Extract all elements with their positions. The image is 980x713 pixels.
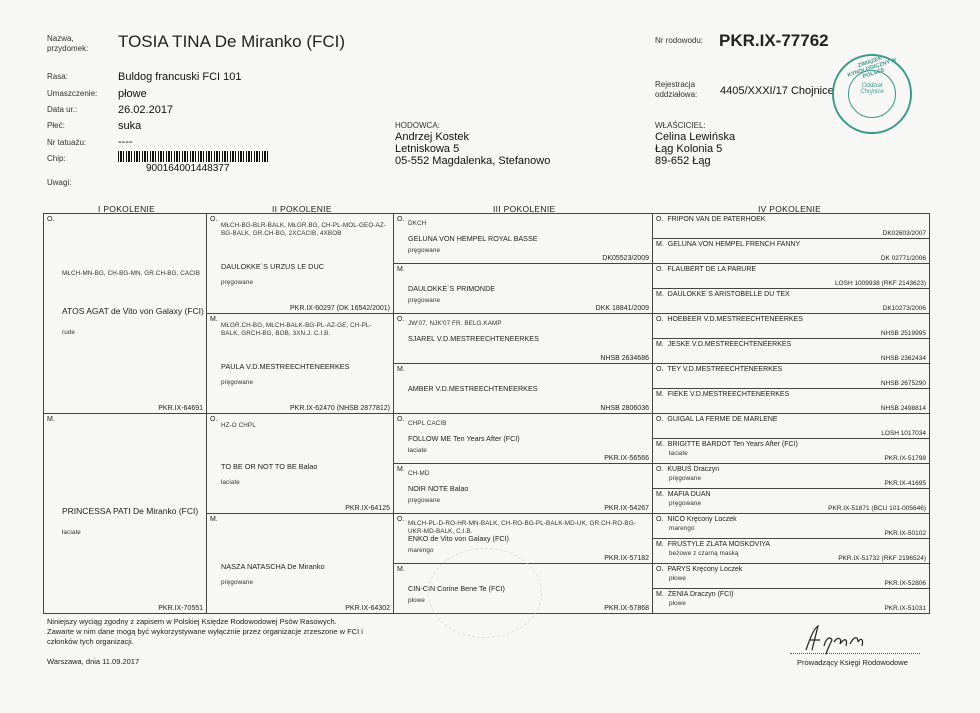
stamp-inner-text: Oddział Chojnice (860, 83, 884, 95)
dog-color: pręgowane (669, 475, 702, 482)
dog-name: NOIR NOTE Balao (408, 484, 469, 493)
registration-number: PKR.IX-52806 (884, 580, 926, 587)
gen4-cell (653, 489, 929, 513)
gen3-cell (394, 264, 652, 313)
registration-number: NHSB 2498814 (880, 405, 926, 412)
gen2-cell-wrapper (207, 314, 394, 414)
dog-color: pręgowane (221, 279, 254, 286)
titles: DKCH (408, 220, 427, 227)
gen3-cell-wrapper (394, 264, 653, 314)
tattoo-value: ---- (118, 136, 133, 148)
sex-marker: O. (656, 216, 664, 223)
sex-marker: M. (656, 391, 664, 398)
dog-color: łaciate (221, 479, 240, 486)
dog-name: GELUNA VON HEMPEL ROYAL BASSE (408, 234, 538, 243)
name-label: Nazwa, przydomek: (47, 34, 89, 53)
dog-color: beżowe z czarną maską (669, 550, 739, 557)
gen4-cell (653, 514, 929, 538)
gen4-cell-wrapper (653, 414, 930, 439)
registration-number: DKK 18841/2009 (595, 305, 649, 312)
association-stamp (832, 54, 912, 134)
pedigree-no-label: Nr rodowodu: (655, 36, 704, 45)
sex-marker: O. (656, 416, 664, 423)
chip-label: Chip: (47, 154, 66, 163)
dog-name: NICO Kręcony Loczek (667, 516, 737, 523)
owner-name: Celina Lewińska (655, 131, 736, 143)
dog-color: rude (62, 329, 76, 336)
dog-name: DAULOKKE`S URZUS LE DUC (221, 262, 324, 271)
sex-marker: M. (210, 516, 218, 523)
dog-color: łaciate (62, 529, 81, 536)
pedigree-row (44, 414, 930, 439)
gen4-cell-wrapper (653, 439, 930, 464)
gen4-cell (653, 414, 929, 438)
breeder-block (395, 131, 550, 167)
sex-marker: M. (210, 316, 218, 323)
dob-label: Data ur.: (47, 105, 78, 114)
gen4-name-row (656, 491, 711, 498)
titles: CHPL CACIB (408, 420, 447, 427)
dog-name: FLAUBERT DE LA PARURE (667, 266, 757, 273)
sex-marker: O. (47, 216, 55, 223)
owner-label: WŁAŚCICIEL: (655, 121, 706, 130)
gen4-name-row (656, 541, 770, 548)
registration-number: PKR.IX-51798 (884, 455, 926, 462)
gen4-cell-wrapper (653, 264, 930, 289)
gen3-cell (394, 414, 652, 463)
gen4-name-row (656, 441, 798, 448)
dog-color: pręgowane (408, 297, 441, 304)
registration-number: PKR.IX-51031 (884, 605, 926, 612)
sex-marker: O. (397, 516, 405, 523)
dog-name: CIN-CIN Corine Bene Te (FCI) (408, 584, 505, 593)
gen2-cell-wrapper (207, 414, 394, 514)
gen3-cell (394, 514, 652, 563)
registration-number: PKR.IX-54267 (604, 505, 649, 512)
gen1-cell-wrapper (44, 414, 207, 614)
dog-color: pręgowane (669, 500, 702, 507)
dog-name: FRUSTYLE ZLATA MOSKOVIYA (667, 541, 771, 548)
registration-number: NHSB 2634686 (600, 355, 649, 362)
sex-marker: O. (656, 466, 664, 473)
sex-marker: M. (656, 541, 664, 548)
sex-marker: M. (397, 566, 405, 573)
sex-marker: M. (397, 466, 405, 473)
gen4-cell (653, 289, 929, 313)
generation-3-header: III POKOLENIE (493, 204, 556, 214)
gen4-name-row (656, 516, 737, 523)
sex-marker: M. (656, 241, 664, 248)
gen3-cell-wrapper (394, 514, 653, 564)
dog-name: PRINCESSA PATI De Miranko (FCI) (62, 506, 199, 516)
gen3-cell-wrapper (394, 314, 653, 364)
sex-marker: O. (656, 366, 664, 373)
dog-name: FIEKE V.D.MESTREECHTENEERKES (667, 391, 790, 398)
dog-color: pręgowane (221, 379, 254, 386)
gen4-cell-wrapper (653, 339, 930, 364)
dog-name: DAULOKKE`S ARISTOBELLE DU TEX (667, 291, 790, 298)
chip-number: 900164001448377 (146, 163, 230, 174)
registration-label: Rejestracja oddziałowa: (655, 80, 698, 99)
registration-number: PKR.IX-64302 (345, 605, 390, 612)
dog-name: BRIGITTE BARDOT Ten Years After (FCI) (667, 441, 798, 448)
sex-marker: M. (656, 441, 664, 448)
gen2-cell-wrapper (207, 214, 394, 314)
titles: MŁCH-PL-D-RO-HR-MN-BALK, CH-RO-BG-PL-BALK-MD-UK, GR.CH-RO-BG-UKR-MD-BALK, C.I.B. (408, 520, 636, 535)
registration-number: PKR.IX-57868 (604, 605, 649, 612)
dog-color: pręgowane (221, 579, 254, 586)
gen4-cell-wrapper (653, 214, 930, 239)
gen2-cell-wrapper (207, 514, 394, 614)
breeder-address2: 05-552 Magdalenka, Stefanowo (395, 155, 551, 167)
gen3-cell-wrapper (394, 214, 653, 264)
gen4-name-row (656, 266, 756, 273)
generation-1-header: I POKOLENIE (98, 204, 156, 214)
dog-name: JESKE V.D.MESTREECHTENEERKES (667, 341, 792, 348)
gen4-name-row (656, 216, 765, 223)
dog-name: TEY V.D.MESTREECHTENEERKES (667, 366, 783, 373)
gen4-cell-wrapper (653, 489, 930, 514)
pedigree-number: PKR.IX-77762 (719, 31, 829, 50)
gen4-name-row (656, 466, 719, 473)
sex-marker: M. (656, 341, 664, 348)
registration-number: NHSB 2362434 (880, 355, 926, 362)
dog-name: GUIGAL LA FERME DE MARLENE (667, 416, 778, 423)
breed-value: Buldog francuski FCI 101 (118, 71, 242, 83)
gen4-name-row (656, 341, 791, 348)
titles: JW'07, NJK'07 FR. BELG.KAMP (408, 320, 502, 327)
gen3-cell-wrapper (394, 464, 653, 514)
gen3-cell (394, 464, 652, 513)
gen4-name-row (656, 316, 803, 323)
sex-marker: O. (210, 216, 218, 223)
sex-marker: O. (656, 316, 664, 323)
gen4-cell-wrapper (653, 364, 930, 389)
gen4-cell-wrapper (653, 589, 930, 614)
dog-color: płowe (669, 575, 686, 582)
registration-number: NHSB 2675290 (880, 380, 926, 387)
registration-number: PKR.IX-41695 (884, 480, 926, 487)
pedigree-row (44, 214, 930, 239)
dog-name: FRIPON VAN DE PATERHOEK (667, 216, 766, 223)
gen2-cell (207, 314, 393, 413)
gen1-cell-wrapper (44, 214, 207, 414)
dog-color: pręgowane (408, 247, 441, 254)
gen4-name-row (656, 366, 782, 373)
chip-barcode (118, 151, 268, 162)
registration-value: 4405/XXXI/17 Chojnice (720, 85, 834, 97)
dog-color: płowe (669, 600, 686, 607)
sex-marker: M. (397, 366, 405, 373)
registration-number: PKR.IX-57182 (604, 555, 649, 562)
breeder-label: HODOWCA: (395, 121, 440, 130)
gen3-cell (394, 214, 652, 263)
registration-number: PKR.IX-64691 (158, 405, 203, 412)
gen4-cell (653, 214, 929, 238)
dog-name: FOLLOW ME Ten Years After (FCI) (408, 434, 520, 443)
sex-label: Płeć: (47, 121, 65, 130)
gen4-name-row (656, 391, 789, 398)
gen4-cell (653, 439, 929, 463)
gen2-cell (207, 414, 393, 513)
registration-number: DK 02771/2006 (880, 255, 926, 262)
generation-2-header: II POKOLENIE (272, 204, 332, 214)
gen4-name-row (656, 291, 790, 298)
gen4-cell (653, 564, 929, 588)
gen2-cell (207, 214, 393, 313)
dog-color: marengo (669, 525, 695, 532)
registration-number: DK02603/2007 (882, 230, 926, 237)
gen4-name-row (656, 241, 800, 248)
registration-number: LOSH 1009938 (RKF 2143623) (834, 280, 926, 287)
signature-line (790, 653, 920, 654)
dog-name: DAULOKKE`S PRIMONDE (408, 284, 496, 293)
sex-marker: O. (397, 216, 405, 223)
registration-number: PKR.IX-51732 (RKF 2196524) (838, 555, 926, 562)
registration-number: PKR.IX-60297 (DK 16542/2001) (289, 305, 390, 312)
dog-name: TOSIA TINA De Miranko (FCI) (118, 32, 346, 51)
gen4-cell (653, 314, 929, 338)
dog-name: SJAREL V.D.MESTREECHTENEERKES (408, 334, 539, 343)
sex-marker: O. (397, 416, 405, 423)
signature-title: Prowadzący Księgi Rodowodowe (797, 658, 908, 667)
dob-value: 26.02.2017 (118, 104, 174, 116)
color-label: Umaszczenie: (47, 89, 98, 98)
gen4-name-row (656, 416, 778, 423)
registration-number: DK05523/2009 (602, 255, 649, 262)
sex-marker: O. (656, 566, 664, 573)
registration-number: NHSB 2806036 (600, 405, 649, 412)
gen4-cell (653, 539, 929, 563)
color-value: płowe (118, 88, 147, 100)
gen4-cell (653, 589, 929, 613)
sex-marker: O. (656, 266, 664, 273)
dog-name: TO BE OR NOT TO BE Balao (221, 462, 318, 471)
dog-name: ENKO de Vito von Galaxy (FCI) (408, 534, 509, 543)
breeder-address1: Letniskowa 5 (395, 143, 460, 155)
generation-4-header: IV POKOLENIE (758, 204, 822, 214)
sex-value: suka (118, 120, 142, 132)
sex-marker: O. (210, 416, 218, 423)
sex-marker: O. (656, 516, 664, 523)
gen4-cell-wrapper (653, 239, 930, 264)
titles: MŁCH-MN-BG, CH-BG-MN, GR.CH-BG, CACIB (62, 270, 201, 277)
dog-name: ATOS AGAT de Vito von Galaxy (FCI) (62, 306, 204, 316)
breed-label: Rasa: (47, 72, 68, 81)
gen4-cell-wrapper (653, 464, 930, 489)
registration-number: LOSH 1017034 (881, 430, 926, 437)
gen2-cell (207, 514, 393, 613)
place-date: Warszawa, dnia 11.09.2017 (47, 657, 140, 666)
tattoo-label: Nr tatuażu: (47, 138, 87, 147)
owner-block (655, 131, 735, 167)
owner-address2: 89-652 Łąg (655, 155, 711, 167)
registration-number: PKR.IX-56566 (604, 455, 649, 462)
registration-number: NHSB 2519995 (880, 330, 926, 337)
gen4-cell-wrapper (653, 289, 930, 314)
gen4-cell (653, 464, 929, 488)
registration-number: PKR.IX-51871 (BCU 101-005646) (828, 505, 926, 512)
footer-statement: Niniejszy wyciąg zgodny z zapisem w Polskiej Księdze Rodowodowej Psów Rasowych. (47, 617, 337, 626)
gen1-cell (44, 214, 206, 413)
registration-number: PKR.IX-50102 (884, 530, 926, 537)
gen4-cell (653, 389, 929, 413)
dog-name: PAULA V.D.MESTREECHTENEERKES (221, 362, 350, 371)
gen4-cell (653, 339, 929, 363)
dog-name: NASZA NATASCHA De Miranko (221, 562, 325, 571)
titles: CH-MD (408, 470, 430, 477)
sex-marker: O. (397, 316, 405, 323)
registration-number: PKR.IX-62470 (NHSB 2877812) (290, 405, 390, 412)
dog-name: MAFIA DUAN (667, 491, 711, 498)
gen1-cell (44, 414, 206, 613)
dog-name: ŻENIA Draczyn (FCI) (667, 591, 734, 598)
sex-marker: M. (397, 266, 405, 273)
gen3-cell (394, 364, 652, 413)
sex-marker: M. (656, 591, 664, 598)
dog-color: pręgowane (408, 497, 441, 504)
gen4-cell (653, 364, 929, 388)
titles: MŁGR.CH-BG, MŁCH-BALK-BG-PL-AZ-GE, CH-PL-BALK, GRCH-BG, BOB, 3XN.J. C.I.B. (221, 322, 372, 337)
gen4-cell (653, 239, 929, 263)
stamp-outer-text: ZWIĄZEK KYNOLOGICZNY W POLSCE (846, 55, 898, 81)
dog-name: GELUNA VON HEMPEL FRENCH FANNY (667, 241, 801, 248)
dog-color: płowe (408, 597, 425, 604)
footer-warning: Zawarte w nim dane mogą być wykorzystywane wyłącznie przez organizacje zrzeszone w FCI i członków tych organizacji. (47, 627, 363, 646)
gen4-cell-wrapper (653, 539, 930, 564)
registration-number: DK10273/2006 (882, 305, 926, 312)
dog-color: łaciate (408, 447, 427, 454)
dog-name: HOEBEER V.D.MESTREECHTENEERKES (667, 316, 803, 323)
breeder-name: Andrzej Kostek (395, 131, 469, 143)
gen4-cell-wrapper (653, 514, 930, 539)
gen4-name-row (656, 591, 734, 598)
gen3-cell (394, 314, 652, 363)
gen4-cell-wrapper (653, 389, 930, 414)
gen3-cell-wrapper (394, 414, 653, 464)
faded-stamp (428, 548, 542, 638)
sex-marker: M. (656, 291, 664, 298)
sex-marker: M. (47, 416, 55, 423)
registration-number: PKR.IX-70551 (158, 605, 203, 612)
gen3-cell-wrapper (394, 364, 653, 414)
sex-marker: M. (656, 491, 664, 498)
dog-color: marengo (408, 547, 434, 554)
dog-color: łaciate (669, 450, 688, 457)
dog-name: AMBER V.D.MESTREECHTENEERKES (408, 384, 538, 393)
gen4-name-row (656, 566, 742, 573)
owner-address1: Łąg Kolonia 5 (655, 143, 723, 155)
titles: MŁCH-BG-BLR-BALK, MŁGR.BG, CH-PL-MOL-GEO-AZ-BG-BALK, GR.CH-BG, 2XCACIB, 4XBOB (221, 222, 386, 237)
gen4-cell-wrapper (653, 314, 930, 339)
gen4-cell (653, 264, 929, 288)
remarks-label: Uwagi: (47, 178, 72, 187)
registration-number: PKR.IX-64125 (345, 505, 390, 512)
gen4-cell-wrapper (653, 564, 930, 589)
dog-name: PARYS Kręcony Loczek (667, 566, 743, 573)
dog-name: KUBUŚ Draczyn (667, 466, 720, 473)
titles: HZ-O CHPL (221, 422, 256, 429)
